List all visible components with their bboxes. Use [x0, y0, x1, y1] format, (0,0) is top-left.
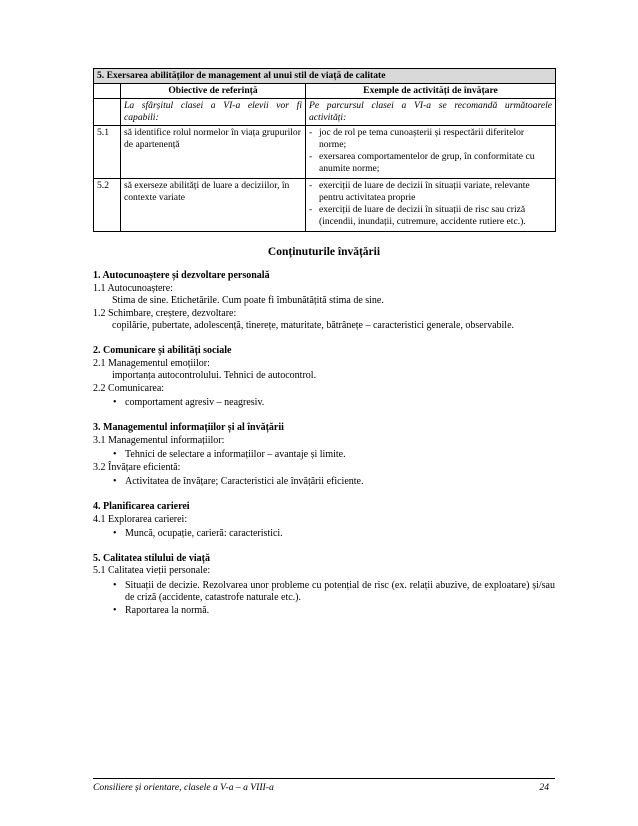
- subsection-heading: 5.1 Calitatea vieții personale:: [93, 565, 211, 577]
- header-activities: Exemple de activități de învățare: [306, 84, 556, 99]
- header-objectives: Obiective de referință: [121, 84, 306, 99]
- row-activities: [306, 179, 556, 232]
- bullet-item: • Tehnici de selectare a informațiilor – avantaje și limite.: [93, 449, 555, 462]
- page-footer: [93, 778, 555, 793]
- section-1: [93, 270, 555, 333]
- bullet-list: [93, 476, 555, 489]
- subsection-text: Stima de sine. Etichetările. Cum poate fi îmbunătățită stima de sine.: [112, 295, 384, 307]
- bullet-list: [93, 580, 555, 618]
- subsection-text: importanța autocontrolului. Tehnici de autocontrol.: [112, 370, 317, 382]
- bullet-list: [93, 449, 555, 462]
- bullet-list: [93, 397, 555, 410]
- section-title: 2. Comunicare și abilități sociale: [93, 344, 232, 356]
- subsection-heading: 1.1 Autocunoaștere:: [93, 282, 173, 294]
- section-title: 3. Managementul informațiilor și al învățării: [93, 421, 284, 433]
- table-empty-cell: [94, 99, 121, 126]
- intro-activities: Pe parcursul clasei a VI-a se recomandă următoarele activități:: [306, 99, 556, 126]
- bullet-list: [93, 528, 555, 541]
- section-4: [93, 501, 555, 541]
- footer-text: Consiliere și orientare, clasele a V-a – a VIII-a: [93, 782, 274, 793]
- subsection-heading: 3.1 Managementul informațiilor:: [93, 434, 225, 446]
- row-objective: să identifice rolul normelor în viața grupurilor de apartenență: [121, 126, 306, 179]
- section-title: 4. Planificarea carierei: [93, 500, 190, 512]
- row-objective: să exerseze abilități de luare a deciziilor, în contexte variate: [121, 179, 306, 232]
- subsection-heading: 3.2 Învățare eficientă:: [93, 461, 181, 473]
- activity-item: - joc de rol pe tema cunoașterii și respectării diferitelor norme;: [309, 127, 552, 151]
- contents: [93, 270, 555, 618]
- subsection-heading: 2.1 Managementul emoțiilor:: [93, 357, 210, 369]
- bullet-item: • Raportarea la normă.: [93, 605, 555, 618]
- table-empty-cell: [94, 84, 121, 99]
- page-number: 24: [539, 782, 549, 793]
- table-row: [94, 179, 556, 232]
- section-title: 1. Autocunoaștere și dezvoltare personală: [93, 270, 270, 281]
- content-title: Conținuturile învățării: [267, 246, 381, 258]
- activity-item: - exerciții de luare de decizii în situații de risc sau criză (incendii, inundații, cutremure, accidente rutiere etc.).: [309, 204, 552, 228]
- section-5: [93, 553, 555, 618]
- bullet-item: • Situații de decizie. Rezolvarea unor probleme cu potențial de risc (ex. relații abuzive, de exploatare) și/sau de criză (accidente, catastrofe naturale etc.).: [93, 580, 555, 605]
- row-number: 5.1: [94, 126, 121, 179]
- bullet-item: • Muncă, ocupație, carieră: caracteristici.: [93, 528, 555, 541]
- subsection-heading: 4.1 Explorarea carierei:: [93, 513, 188, 525]
- activity-item: - exerciții de luare de decizii în situații variate, relevante pentru activitatea proprie: [309, 180, 552, 204]
- section-3: [93, 422, 555, 489]
- bullet-item: • Activitatea de învățare; Caracteristici ale învățării eficiente.: [93, 476, 555, 489]
- bullet-item: • comportament agresiv – neagresiv.: [93, 397, 555, 410]
- page-body: [93, 68, 555, 630]
- subsection-heading: 2.2 Comunicarea:: [93, 382, 165, 394]
- section-title: 5. Calitatea stilului de viață: [93, 552, 210, 564]
- intro-objectives: La sfârșitul clasei a VI-a elevii vor fi capabili:: [121, 99, 306, 126]
- subsection-heading: 1.2 Schimbare, creștere, dezvoltare:: [93, 307, 237, 319]
- objectives-table: [93, 68, 556, 232]
- activity-item: - exersarea comportamentelor de grup, în conformitate cu anumite norme;: [309, 151, 552, 175]
- section-2: [93, 345, 555, 410]
- row-activities: [306, 126, 556, 179]
- subsection-text: copilărie, pubertate, adolescență, tinerețe, maturitate, bătrânețe – caracteristici generale, observabile.: [112, 320, 515, 332]
- table-row: [94, 126, 556, 179]
- row-number: 5.2: [94, 179, 121, 232]
- table-section-title: 5. Exersarea abilităților de management al unui stil de viață de calitate: [94, 69, 556, 84]
